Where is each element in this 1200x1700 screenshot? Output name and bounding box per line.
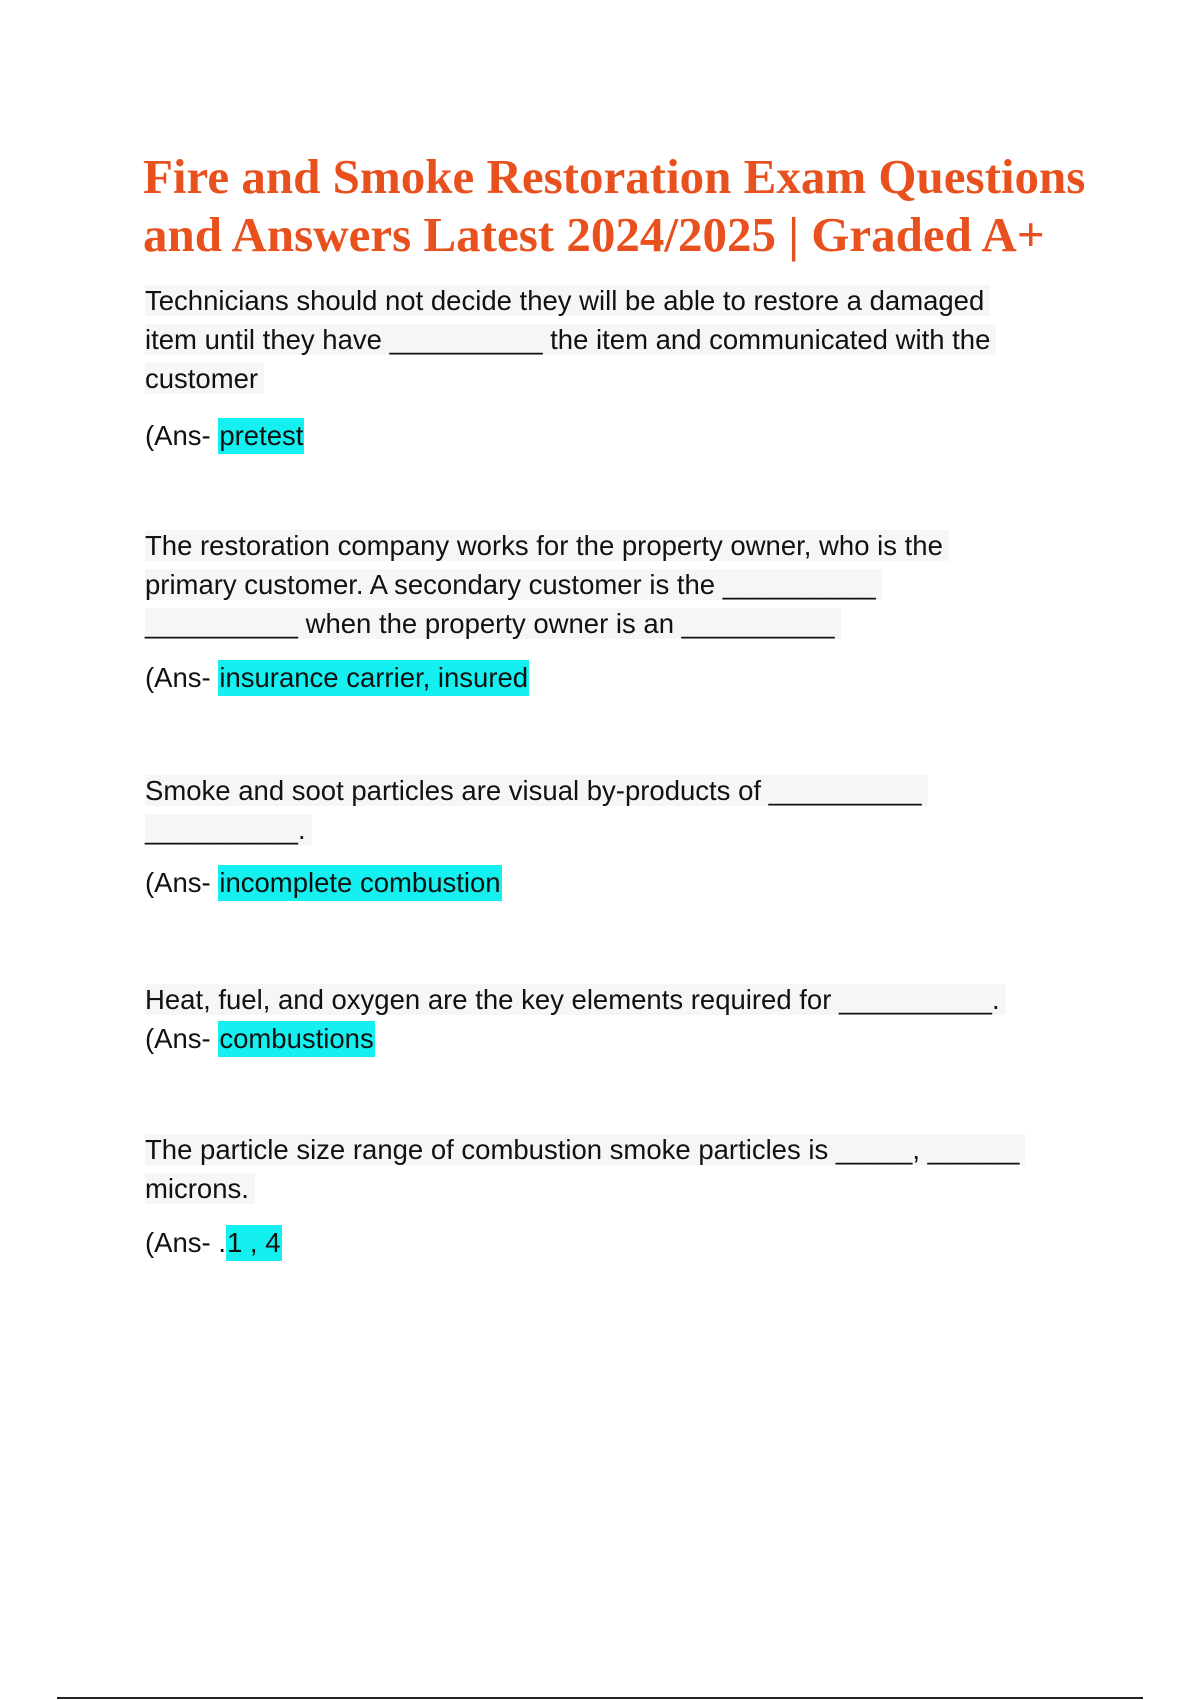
answer-highlight: incomplete combustion [218,865,501,901]
question-text-line: Heat, fuel, and oxygen are the key elements required for __________. [145,980,1085,1019]
answer-line [145,416,1085,455]
question-block-5 [145,1130,1085,1262]
answer-prefix: (Ans- [145,1023,219,1054]
answer-prefix: (Ans- [145,420,219,451]
answer-prefix: (Ans- [145,867,219,898]
question-text-line: primary customer. A secondary customer is the __________ [145,565,1085,604]
question-text-line: Technicians should not decide they will be able to restore a damaged [145,281,1085,320]
answer-prefix: (Ans- . [145,1227,226,1258]
question-block-2 [145,526,1085,697]
question-text-line: The particle size range of combustion smoke particles is _____, ______ [145,1130,1085,1169]
question-text-line: __________. [145,810,1085,849]
answer-highlight: combustions [218,1021,374,1057]
answer-highlight: 1 , 4 [226,1225,282,1261]
answer-line [145,863,1085,902]
question-block-4 [145,980,1085,1058]
question-text-line: customer [145,359,1085,398]
page-title [143,148,1183,264]
question-text-line: Smoke and soot particles are visual by-products of __________ [145,771,1085,810]
answer-line [145,1019,1085,1058]
question-text-line: item until they have __________ the item and communicated with the [145,320,1085,359]
answer-line [145,1223,1085,1262]
title-line-2: and Answers Latest 2024/2025 | Graded A+ [143,207,1045,262]
answer-highlight: insurance carrier, insured [218,660,529,696]
question-block-1 [145,281,1085,455]
question-text-line: microns. [145,1169,1085,1208]
question-text-line: The restoration company works for the property owner, who is the [145,526,1085,565]
footer-divider [57,1697,1143,1699]
answer-line [145,658,1085,697]
answer-prefix: (Ans- [145,662,219,693]
question-block-3 [145,771,1085,902]
answer-highlight: pretest [218,418,304,454]
title-line-1: Fire and Smoke Restoration Exam Questions [143,149,1086,204]
question-text-line: __________ when the property owner is an __________ [145,604,1085,643]
